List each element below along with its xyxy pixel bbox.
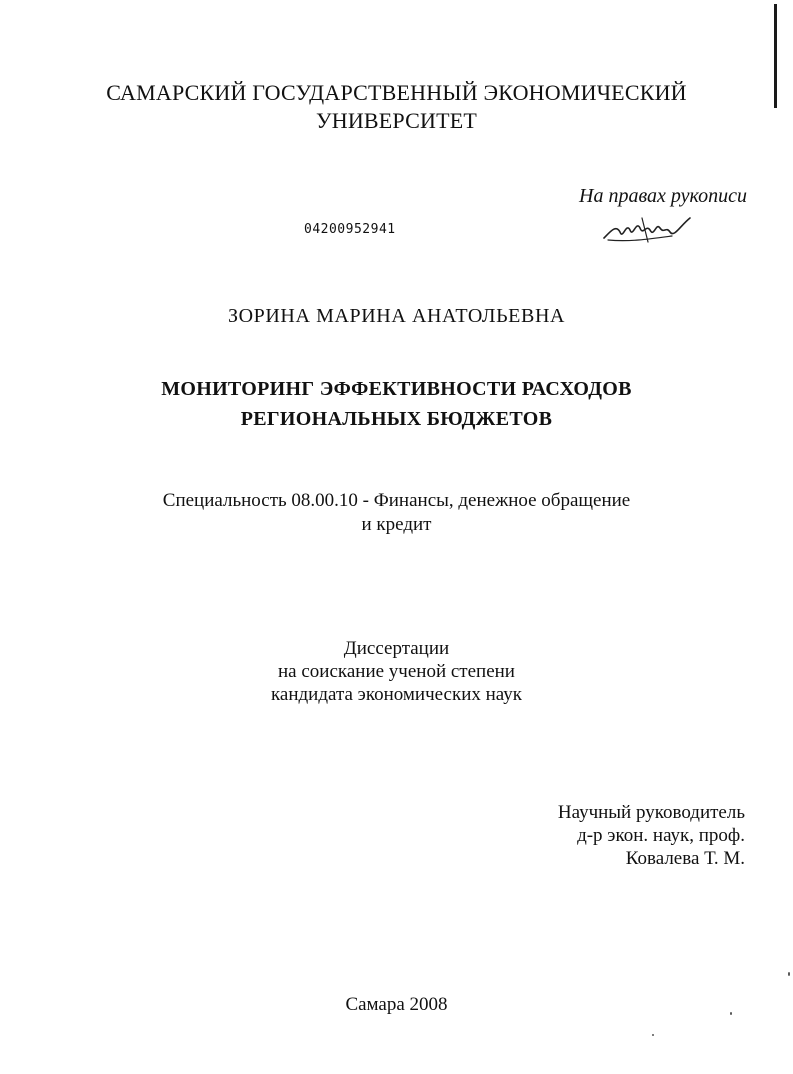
scan-speck <box>788 972 790 976</box>
university-name <box>0 79 793 135</box>
title-line-1: МОНИТОРИНГ ЭФФЕКТИВНОСТИ РАСХОДОВ <box>161 378 632 400</box>
specialty <box>0 489 793 537</box>
dissertation-title <box>0 374 793 434</box>
supervisor-line-2: д-р экон. наук, проф. <box>577 825 745 846</box>
specialty-line-1: Специальность 08.00.10 - Финансы, денежное обращение <box>162 490 631 511</box>
document-number: 04200952941 <box>304 222 396 237</box>
supervisor-line-3: Ковалева Т. М. <box>625 848 745 869</box>
title-line-2: РЕГИОНАЛЬНЫХ БЮДЖЕТОВ <box>240 408 553 430</box>
degree-line-2: на соискание ученой степени <box>278 661 515 682</box>
author-name: ЗОРИНА МАРИНА АНАТОЛЬЕВНА <box>227 305 566 327</box>
degree-line-1: Диссертации <box>343 638 450 659</box>
university-line-2: УНИВЕРСИТЕТ <box>315 108 478 133</box>
city-year: Самара 2008 <box>345 994 448 1015</box>
scan-speck <box>652 1034 654 1036</box>
manuscript-note: На правах рукописи <box>579 185 747 207</box>
university-line-1: САМАРСКИЙ ГОСУДАРСТВЕННЫЙ ЭКОНОМИЧЕСКИЙ <box>106 80 687 105</box>
degree-statement <box>0 637 793 706</box>
handwritten-signature <box>600 212 695 248</box>
specialty-line-2: и кредит <box>361 514 432 535</box>
degree-line-3: кандидата экономических наук <box>270 684 523 705</box>
scientific-supervisor <box>558 801 745 870</box>
supervisor-line-1: Научный руководитель <box>557 802 745 823</box>
